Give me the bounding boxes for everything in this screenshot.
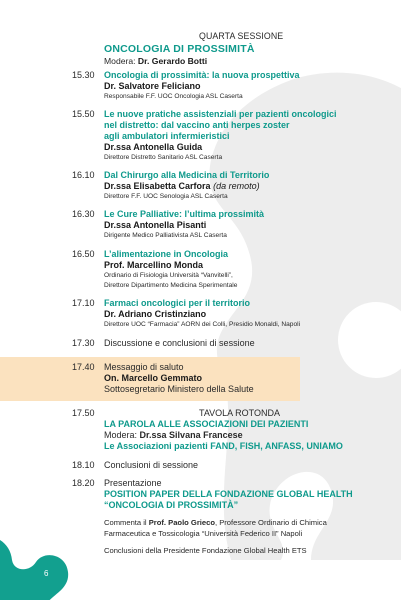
item-text: Messaggio di saluto [104,362,184,372]
item-content [104,170,394,202]
speaker-role-line: Ordinario di Fisiologia Università “Vanvitelli”, [104,272,233,279]
item-time: 17.30 [72,338,95,348]
item-content [104,70,394,102]
moderator-name: Dr. Gerardo Botti [137,56,208,66]
speaker-name: Dr. Salvatore Feliciano [104,81,201,91]
talk-title-line: agli ambulatori infermieristici [104,131,230,141]
session-label: QUARTA SESSIONE [199,31,284,41]
item-content [104,249,394,290]
speaker-role: Direttore Distretto Sanitario ASL Caserta [104,154,223,161]
item-text: Conclusioni di sessione [104,460,199,470]
speaker-note: (da remoto) [213,181,260,191]
item-content [104,109,394,163]
speaker-role-line: Direttore Dipartimento Medicina Sperimentale [104,281,238,289]
item-content [104,460,394,471]
moderator-name: Dr.ssa Silvana Francese [139,430,243,440]
comment-line-2: Farmaceutica e Tossicologia “Università Federico II” Napoli [104,529,303,538]
teal-puzzle-graphic [0,510,90,600]
round-table-subtitle: Le Associazioni pazienti FAND, FISH, ANFASS, UNIAMO [104,441,343,451]
item-time: 17.50 [72,408,95,418]
item-content [104,338,394,349]
item-time: 16.50 [72,249,95,259]
item-time: 16.30 [72,209,95,219]
round-table-title: LA PAROLA ALLE ASSOCIAZIONI DEI PAZIENTI [104,419,309,429]
session-header [104,31,394,66]
item-time: 15.30 [72,70,95,80]
item-content [104,362,394,395]
speaker-role: Responsabile F.F. UOC Oncologia ASL Caserta [104,93,243,100]
commentator-name: Prof. Paolo Grieco [148,518,215,527]
item-time: 18.20 [72,478,95,488]
session-moderator: Modera: Dr. Gerardo Botti [104,56,208,66]
item-time: 16.10 [72,170,95,180]
speaker-name: Dr. Adriano Cristinziano [104,309,207,319]
speaker-name: Dr.ssa Elisabetta Carfora [104,181,211,191]
comment-line: Commenta il Prof. Paolo Grieco, Professore Ordinario di Chimica [104,518,327,527]
speaker-role: Direttore F.F. UOC Senologia ASL Caserta [104,193,228,200]
round-table-moderator: Modera: Dr.ssa Silvana Francese [104,430,243,440]
item-text: Presentazione [104,478,162,488]
presentation-title-line: “ONCOLOGIA DI PROSSIMITÀ” [104,500,239,510]
item-content [104,408,394,452]
talk-title-line: Le nuove pratiche assistenziali per pazienti oncologici [104,109,337,119]
item-time: 18.10 [72,460,95,470]
session-title: ONCOLOGIA DI PROSSIMITÀ [104,43,255,55]
speaker-role: Sottosegretario Ministero della Salute [104,384,254,394]
talk-title: L’alimentazione in Oncologia [104,249,229,259]
round-table-label: TAVOLA ROTONDA [199,408,281,418]
item-time: 17.40 [72,362,95,372]
talk-title: Farmaci oncologici per il territorio [104,298,251,308]
talk-title-line: nel distretto: dal vaccino anti herpes zoster [104,120,290,130]
talk-title: Dal Chirurgo alla Medicina di Territorio [104,170,270,180]
item-content [104,298,394,330]
item-time: 17.10 [72,298,95,308]
item-text: Discussione e conclusioni di sessione [104,338,255,348]
item-content [104,478,394,556]
speaker-name: Dr.ssa Antonella Pisanti [104,220,207,230]
item-content [104,209,394,241]
speaker-role: Dirigente Medico Palliativista ASL Caserta [104,232,227,239]
page-number: 6 [44,569,49,578]
speaker-name: Prof. Marcellino Monda [104,260,204,270]
speaker-name: On. Marcello Gemmato [104,373,203,383]
talk-title: Le Cure Palliative: l’ultima prossimità [104,209,265,219]
presentation-title-line: POSITION PAPER DELLA FONDAZIONE GLOBAL HEALTH [104,489,353,499]
speaker-name: Dr.ssa Antonella Guida [104,142,203,152]
item-time: 15.50 [72,109,95,119]
talk-title: Oncologia di prossimità: la nuova prospettiva [104,70,300,80]
closing-remarks: Conclusioni della Presidente Fondazione Global Health ETS [104,546,307,555]
speaker-line [104,181,394,192]
speaker-role: Direttore UOC “Farmacia” AORN dei Colli, Presidio Monaldi, Napoli [104,321,301,328]
